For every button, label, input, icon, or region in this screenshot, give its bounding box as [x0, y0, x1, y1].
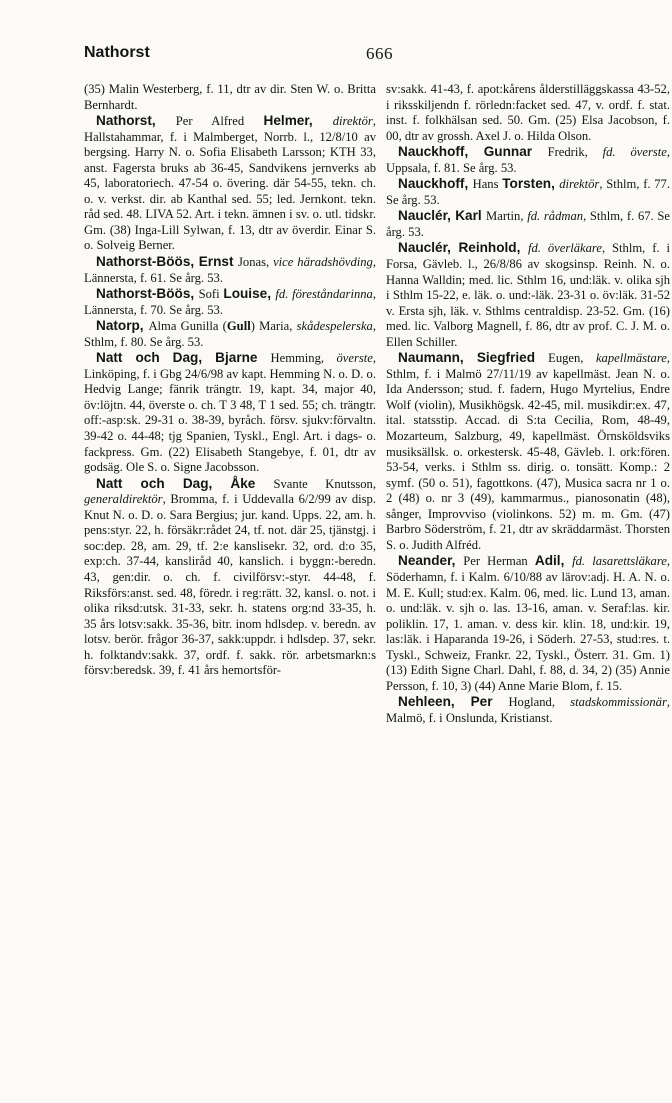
- entry-text: , Malmö, f. i Onslunda, Kristianst.: [386, 695, 670, 725]
- entry-title: fd. överläkare: [527, 241, 602, 256]
- dictionary-entry: [386, 553, 670, 694]
- entry-text: , Uppsala, f. 81. Se årg. 53.: [386, 145, 670, 175]
- entry-headword: Natt och Dag, Åke: [96, 475, 274, 491]
- entry-title: direktör: [332, 114, 373, 129]
- right-column: [386, 82, 670, 726]
- entry-text: Martin,: [486, 209, 528, 224]
- dictionary-entry: [84, 254, 376, 286]
- dictionary-entry: [84, 113, 376, 254]
- running-head: Nathorst: [84, 44, 150, 61]
- entry-text: Hemming,: [270, 351, 337, 366]
- entry-text: Hans: [472, 177, 503, 192]
- left-column: [84, 82, 376, 679]
- dictionary-entry: [386, 82, 670, 144]
- entry-title: fd. föreståndarinna: [275, 287, 373, 302]
- entry-text: Eugen,: [548, 351, 596, 366]
- entry-text: , Sthlm, f. 77. Se årg. 53.: [386, 177, 671, 207]
- entry-text: , Sthlm, f. 67. Se årg. 53.: [386, 209, 671, 239]
- entry-headword: Nathorst-Böös,: [96, 286, 199, 302]
- entry-headword: Helmer,: [263, 113, 333, 129]
- entry-text: , Hallstahammar, f. i Malmberget, Norrb. l., 12/8/10 av bergsing. Harry N. o. Sofia Elisabeth Larsson; KTH 33, anst. Fagersta bruks ab 36-45, Sandvikens jernverks ab 45, laboratoriech. 47-54 o. övering. där 54-55, tekn. ch. o. v. verkst. dir. ab Kanthal sed. 55; led. Jernkont. tekn. råd sed. 48. LIVA 52. Art. i tekn. ämnen i sv. o. utl. tidskr. Gm. (38) Inga-Lill Sylwan, f. 13, dtr av överdir. Einar S. o. Solveig Berner.: [84, 114, 376, 253]
- entry-headword: Torsten,: [502, 176, 560, 192]
- entry-text: Alma Gunilla (: [148, 319, 227, 334]
- entry-text: , Söderhamn, f. i Kalm. 6/10/88 av lärov:adj. H. A. N. o. M. E. Kull; stud:ex. Kalm. 06, med. lic. Lund 13, aman. o. und:läk. v. sjh o. las. 13-16, aman. v. Seraf:las. kir. poliklin. 17, 1. aman. v. dess kir. klin. 18, und:kir. 19, las:läk. i Haparanda 19-26, i Söderh. 27-53, stud:res. t. Tyskl., Schweiz, Frankr. 22, Tyskl., Österr. 31. Gm. 1) (13) Edith Signe Charl. Dahl, f. 88, d. 34, 2) (35) Annie Persson, f. 10, 3) (44) Anne Marie Blom, f. 15.: [386, 554, 671, 693]
- entry-text: Svante Knutsson,: [273, 476, 377, 491]
- entry-text: , Lännersta, f. 70. Se årg. 53.: [84, 287, 376, 317]
- entry-title: vice häradshövding: [273, 255, 373, 270]
- page-number: 666: [366, 44, 393, 63]
- entry-text: , Linköping, f. i Gbg 24/6/98 av kapt. Hemming N. o. D. o. Hedvig Lange; fänrik trängtr. 19, kapt. 34, major 40, öv:löjtn. 44, överste o. ch. T 3 48, T 1 sed. 55; ch. trängtr. off:-asp:sk. 29-31 o. 38-39, byråch. försv. sjukv:förvaltn. 39-42 o. 44-48; tjg Spanien, Tyskl., Engl. Art. i dags- o. fackpress. Gm. (22) Elisabeth Stangebye, f. 01, dtr av godsäg. Ole S. o. Signe Jacobsson.: [84, 351, 376, 475]
- entry-text: Per Herman: [463, 554, 535, 569]
- entry-headword: Natt och Dag, Bjarne: [96, 350, 271, 366]
- dictionary-entry: [84, 318, 376, 350]
- entry-text: Per Alfred: [175, 114, 264, 129]
- entry-title: generaldirektör: [84, 492, 163, 507]
- entry-text: , Bromma, f. i Uddevalla 6/2/99 av disp. Knut N. o. D. o. Sara Bergius; jur. kand. Upps. 22, am. h. pens:styr. 22, h. försäkr:rådet 24, tf. not. där 25, tjänstgj. i soc:dep. 28, am. 29, tf. 2:e kanslisekr. 32, ord. d:o 35, exp:ch. 37-44, kansliråd 40, kanslich. i byggn:-beredn. 43, gen:dir. o. ch. f. civilförsv:-styr. 44-48, f. Riksförs:anst. sed. 48, föredr. i reg:rätt. 32, kansl. o. not. i olika riksd:utsk. 31-33, sekr. h. statens org:nd 33-35, h. 35 års lotsv:sakk. 35-36, bitr. inom hdlsdep. v. beredn. av lotsv. berör. frågor 36-37, sakk:uppdr. i hdlsdep. 37, sekr. h. folktandv:sakk. 37, ordf. f. sakk. rör. arbetsmarkn:s försv:beredsk. 39, f. 41 års hemortsför-: [84, 492, 376, 678]
- dictionary-entry: [386, 240, 670, 350]
- entry-headword: Nauclér, Reinhold,: [398, 240, 528, 256]
- entry-text: , Sthlm, f. 80. Se årg. 53.: [84, 319, 376, 349]
- entry-headword: Nauckhoff, Gunnar: [398, 144, 548, 160]
- entry-headword: Nauckhoff,: [398, 176, 473, 192]
- dictionary-entry: [84, 82, 376, 113]
- entry-headword: Naumann, Siegfried: [398, 350, 549, 366]
- entry-text: Hogland,: [508, 695, 571, 710]
- dictionary-entry: [386, 176, 670, 208]
- entry-title: direktör: [559, 177, 600, 192]
- entry-text: (35) Malin Westerberg, f. 11, dtr av dir. Sten W. o. Britta Bernhardt.: [84, 82, 376, 112]
- entry-headword: Nathorst-Böös, Ernst: [96, 254, 239, 270]
- entry-text: ) Maria,: [250, 319, 297, 334]
- dictionary-entry: [84, 350, 376, 475]
- dictionary-entry: [84, 476, 376, 679]
- entry-headword: Natorp,: [96, 318, 149, 334]
- entry-headword: Nauclér, Karl: [398, 208, 487, 224]
- entry-title: stadskommissionär: [570, 695, 667, 710]
- entry-title: fd. rådman: [527, 209, 584, 224]
- dictionary-entry: [386, 144, 670, 176]
- entry-title: kapellmästare: [595, 351, 667, 366]
- entry-title: fd. lasarettsläkare: [572, 554, 667, 569]
- entry-headword: Adil,: [534, 553, 573, 569]
- entry-text: sv:sakk. 41-43, f. apot:kårens ålderstilläggskassa 43-52, i riksskiljendn f. rörledn:facket sed. 47, v. ordf. f. stat. inst. f. folkhälsan sed. 50. Gm. (25) Elsa Jacobson, f. 00, dtr av grossh. Axel J. o. Hilda Olson.: [386, 82, 670, 143]
- entry-text: Gull: [226, 319, 251, 334]
- entry-text: Sofi: [198, 287, 224, 302]
- entry-headword: Nehleen, Per: [398, 694, 509, 710]
- entry-headword: Nathorst,: [96, 113, 176, 129]
- entry-text: Fredrik,: [547, 145, 603, 160]
- entry-title: överste: [336, 351, 373, 366]
- entry-headword: Louise,: [223, 286, 276, 302]
- dictionary-entry: [386, 694, 670, 726]
- entry-headword: Neander,: [398, 553, 464, 569]
- entry-title: fd. överste: [602, 145, 667, 160]
- entry-title: skådespelerska: [296, 319, 373, 334]
- entry-text: , Lännersta, f. 61. Se årg. 53.: [84, 255, 376, 285]
- dictionary-entry: [84, 286, 376, 318]
- entry-text: , Sthlm, f. i Malmö 27/11/19 av kapellmäst. Jean N. o. Ida Andersson; stud. f. fadern, Hugo Myrtelius, Endre Wolf (violin), Musikhögsk. 42-45, mil. musikdir:ex. 47, ital. statsstip. Accad. di S:ta Cecilia, Rom, 48-49, Mozarteum, Salzburg, 49, kapellmäst. Örnsköldsviks musiksällsk. o. orkestersk. 45-48, Gävleb. l. ork:fören. 53-54, verks. i Sthlm ss. dirig. o. tonsätt. Komp.: 2 symf. (50 o. 51), fagottkons. (47), Musica sacra nr 1 o. 2 (48) o. nr 3 (49), kammarmus., pianosonatin (48), sånger, Improvviso (violinkons. 52) m. m. Gm. (47) Barbro Söderström, f. 21, dtr av skräddarmäst. Thorsten S. o. Judith Alfréd.: [386, 351, 670, 552]
- entry-text: , Sthlm, f. i Forsa, Gävleb. l., 26/8/86 av skogsinsp. Reinh. N. o. Hanna Walldin; med. lic. Sthlm 16, und:läk. v. olika sjh i Sthlm 15-22, e. läk. o. und:-läk. 23-31 o. öv:läk. 31-52 v. Ersta sjh, läk. v. Sthlms centraldisp. 23-52. Gm. (16) med. lic. Valborg Magnell, f. 86, dtr av prof. C. J. M. o. Ellen Schiller.: [386, 241, 670, 349]
- page-header: [84, 44, 666, 70]
- dictionary-entry: [386, 208, 670, 240]
- dictionary-entry: [386, 350, 670, 553]
- entry-text: Jonas,: [238, 255, 274, 270]
